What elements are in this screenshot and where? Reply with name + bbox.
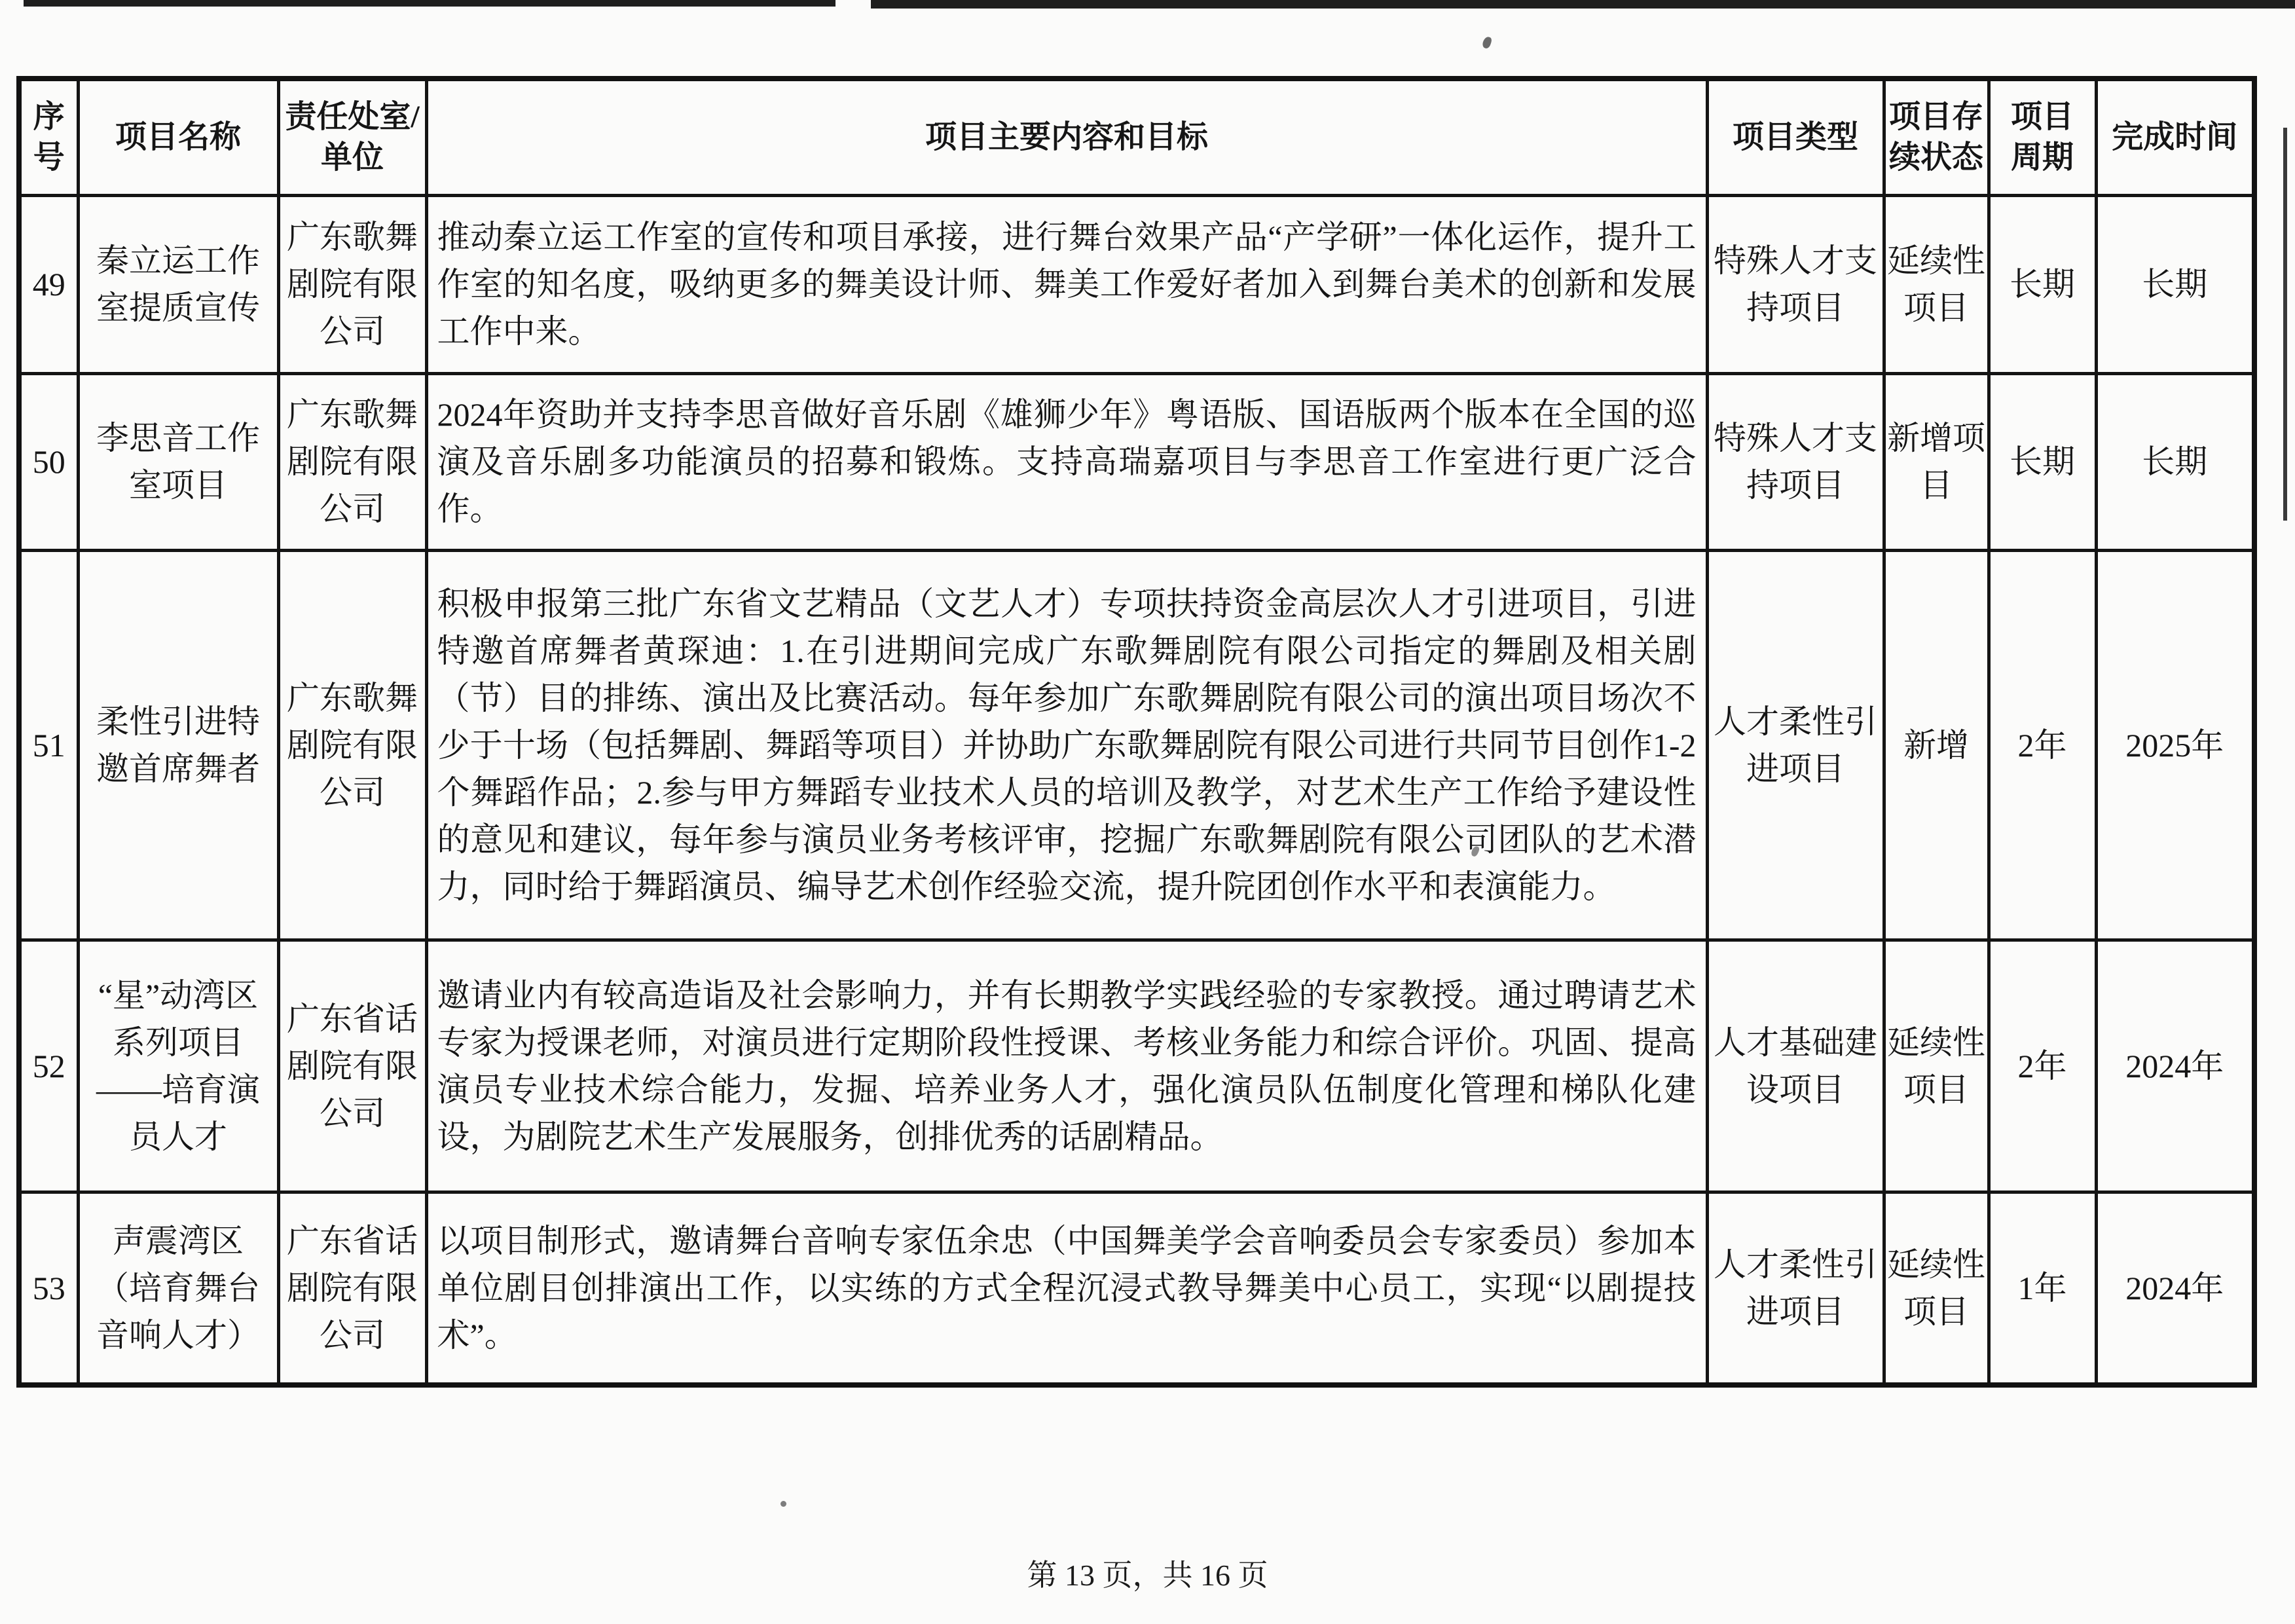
scan-line-artifact [2283, 128, 2287, 521]
cell-seq: 50 [19, 373, 78, 550]
cell-finish: 长期 [2096, 373, 2254, 550]
cell-finish: 2024年 [2096, 1192, 2254, 1385]
cell-name: 秦立运工作室提质宣传 [78, 195, 278, 373]
cell-period: 长期 [1989, 195, 2096, 373]
cell-status: 新增项目 [1884, 373, 1989, 550]
cell-status: 新增 [1884, 550, 1989, 940]
cell-period: 长期 [1989, 373, 2096, 550]
cell-status: 延续性项目 [1884, 195, 1989, 373]
table-body [19, 195, 2254, 1385]
table-header [19, 79, 2254, 195]
cell-unit: 广东省话剧院有限公司 [278, 940, 426, 1192]
cell-unit: 广东歌舞剧院有限公司 [278, 550, 426, 940]
cell-content: 以项目制形式，邀请舞台音响专家伍余忠（中国舞美学会音响委员会专家委员）参加本单位剧目创排演出工作，以实练的方式全程沉浸式教导舞美中心员工，实现“以剧提技术”。 [426, 1192, 1707, 1385]
cell-status: 延续性项目 [1884, 1192, 1989, 1385]
scan-speck [780, 1501, 786, 1507]
cell-unit: 广东歌舞剧院有限公司 [278, 373, 426, 550]
project-table [16, 76, 2257, 1388]
cell-content: 推动秦立运工作室的宣传和项目承接，进行舞台效果产品“产学研”一体化运作，提升工作室的知名度，吸纳更多的舞美设计师、舞美工作爱好者加入到舞台美术的创新和发展工作中来。 [426, 195, 1707, 373]
header-status: 项目存续状态 [1884, 79, 1989, 195]
header-seq: 序号 [19, 79, 78, 195]
cell-content: 邀请业内有较高造诣及社会影响力，并有长期教学实践经验的专家教授。通过聘请艺术专家为授课老师，对演员进行定期阶段性授课、考核业务能力和综合评价。巩固、提高演员专业技术综合能力，发掘、培养业务人才，强化演员队伍制度化管理和梯队化建设，为剧院艺术生产发展服务，创排优秀的话剧精品。 [426, 940, 1707, 1192]
page-number: 第 13 页，共 16 页 [1027, 1559, 1268, 1592]
cell-type: 特殊人才支持项目 [1707, 373, 1884, 550]
cell-content: 积极申报第三批广东省文艺精品（文艺人才）专项扶持资金高层次人才引进项目，引进特邀首席舞者黄琛迪：1.在引进期间完成广东歌舞剧院有限公司指定的舞剧及相关剧（节）目的排练、演出及比赛活动。每年参加广东歌舞剧院有限公司的演出项目场次不少于十场（包括舞剧、舞蹈等项目）并协助广东歌舞剧院有限公司进行共同节目创作1-2个舞蹈作品；2.参与甲方舞蹈专业技术人员的培训及教学，对艺术生产工作给予建设性的意见和建议，每年参与演员业务考核评审，挖掘广东歌舞剧院有限公司团队的艺术潜力，同时给于舞蹈演员、编导艺术创作经验交流，提升院团创作水平和表演能力。 [426, 550, 1707, 940]
cell-period: 2年 [1989, 550, 2096, 940]
header-content: 项目主要内容和目标 [426, 79, 1707, 195]
table-row [19, 195, 2254, 373]
table-row [19, 1192, 2254, 1385]
header-unit: 责任处室/单位 [278, 79, 426, 195]
header-finish: 完成时间 [2096, 79, 2254, 195]
cell-name: 柔性引进特邀首席舞者 [78, 550, 278, 940]
cell-finish: 长期 [2096, 195, 2254, 373]
cell-name: “星”动湾区系列项目——培育演员人才 [78, 940, 278, 1192]
cell-type: 人才基础建设项目 [1707, 940, 1884, 1192]
table-row [19, 550, 2254, 940]
table-row [19, 373, 2254, 550]
cell-finish: 2024年 [2096, 940, 2254, 1192]
cell-seq: 51 [19, 550, 78, 940]
cell-unit: 广东歌舞剧院有限公司 [278, 195, 426, 373]
cell-unit: 广东省话剧院有限公司 [278, 1192, 426, 1385]
scan-edge-artifact [24, 0, 835, 7]
cell-type: 人才柔性引进项目 [1707, 1192, 1884, 1385]
cell-seq: 53 [19, 1192, 78, 1385]
cell-period: 1年 [1989, 1192, 2096, 1385]
cell-type: 人才柔性引进项目 [1707, 550, 1884, 940]
scan-speck [1482, 36, 1493, 50]
header-row [19, 79, 2254, 195]
cell-name: 李思音工作室项目 [78, 373, 278, 550]
header-type: 项目类型 [1707, 79, 1884, 195]
table-row [19, 940, 2254, 1192]
cell-seq: 49 [19, 195, 78, 373]
header-period: 项目周期 [1989, 79, 2096, 195]
header-name: 项目名称 [78, 79, 278, 195]
cell-finish: 2025年 [2096, 550, 2254, 940]
cell-type: 特殊人才支持项目 [1707, 195, 1884, 373]
cell-content: 2024年资助并支持李思音做好音乐剧《雄狮少年》粤语版、国语版两个版本在全国的巡演及音乐剧多功能演员的招募和锻炼。支持高瑞嘉项目与李思音工作室进行更广泛合作。 [426, 373, 1707, 550]
cell-name: 声震湾区（培育舞台音响人才） [78, 1192, 278, 1385]
cell-period: 2年 [1989, 940, 2096, 1192]
cell-status: 延续性项目 [1884, 940, 1989, 1192]
cell-seq: 52 [19, 940, 78, 1192]
scan-edge-artifact [871, 0, 2295, 9]
